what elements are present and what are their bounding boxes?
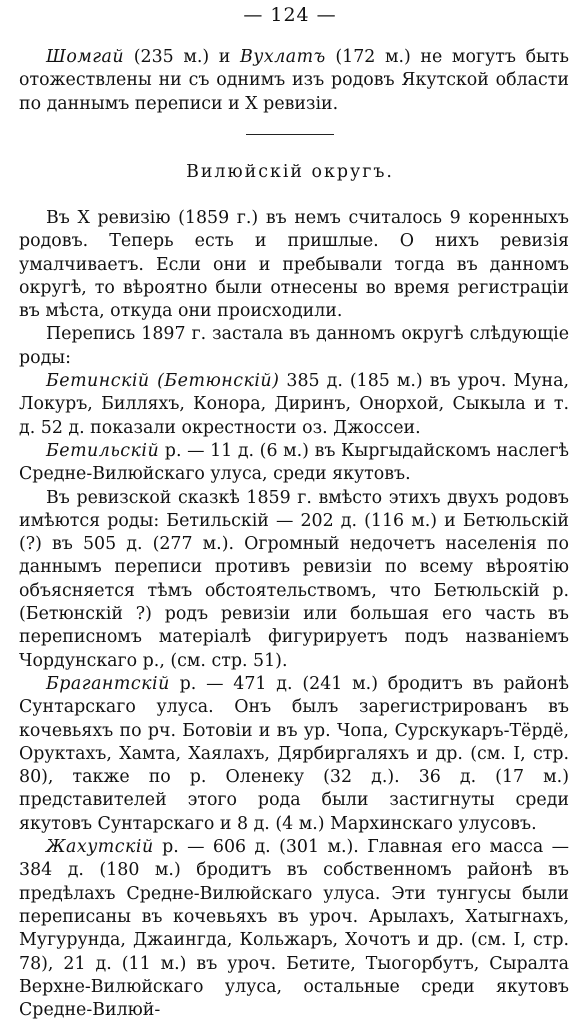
paragraph <box>19 440 569 487</box>
paragraph-text: 385 д. (185 м.) въ уроч. Муна, Локуръ, Билляхъ, Конора, Диринъ, Онорхой, Сыкыла и т. д. 52 д. показали окрестности оз. Джоссеи. <box>19 371 569 438</box>
paragraph-text: Въ X ревизію (1859 г.) въ немъ считалось 9 коренныхъ родовъ. Теперь есть и пришлые. О нихъ ревизія умалчиваетъ. Если они и пребывали тогда въ данномъ округѣ, то вѣроятно были отнесены во время регистраціи въ мѣста, откуда они происходили. <box>19 208 569 322</box>
paragraph-text: Перепись 1897 г. застала въ данномъ округѣ слѣдующіе роды: <box>19 324 569 368</box>
clan-name: Бетильскій <box>46 440 160 461</box>
intro-name-1: Шомгай <box>46 47 125 67</box>
section-heading: Вилюйскій округъ. <box>186 162 394 182</box>
paragraph <box>19 323 569 370</box>
paragraph <box>19 370 569 440</box>
intro-text-2: (172 м.) не могутъ быть отожествлены ни съ однимъ изъ родовъ Якутской области по даннымъ переписи и X ревизіи. <box>19 47 569 114</box>
paragraph <box>19 673 569 836</box>
clan-name: Брагантскій <box>46 673 170 694</box>
paragraph-text: р. — 471 д. (241 м.) бродитъ въ районѣ Сунтарскаго улуса. Онъ былъ зарегистрированъ въ кочевьяхъ по рч. Ботовіи и въ ур. Чопа, Сурскукаръ-Тёрдё, Оруктахъ, Хамта, Хаялахъ, Дярбиргаляхъ и др. (см. I, стр. 80), также по р. Оленеку (32 д.). 36 д. (17 м.) представителей этого рода были застигнуты среди якутовъ Сунтарскаго и 8 д. (4 м.) Мархинскаго улусовъ. <box>19 673 569 834</box>
paragraph-text: Въ ревизской сказкѣ 1859 г. вмѣсто этихъ двухъ родовъ имѣются роды: Бетильскій — 202 д. (116 м.) и Бетюльскій (?) въ 505 д. (277 м.). Огромный недочетъ населенія по даннымъ переписи противъ ревизіи по всему вѣроятію объясняется тѣмъ обстоятельствомъ, что Бетюльскій р. (Бетюнскій ?) родъ ревизіи или большая его часть въ переписномъ матеріалѣ фигурируетъ подъ названіемъ Чордунскаго р., (см. стр. 51). <box>19 487 569 671</box>
section-divider <box>0 134 580 135</box>
paragraph-text: р. — 606 д. (301 м.). Главная его масса — 384 д. (180 м.) бродитъ въ собственномъ районѣ въ предѣлахъ Средне-Вилюйскаго улуса. Эти тунгусы были переписаны въ кочевьяхъ въ уроч. Арылахъ, Хатыгнахъ, Мугурунда, Джаингда, Кольжаръ, Хочотъ и др. (см. I, стр. 78), 21 д. (11 м.) въ уроч. Бетите, Тыогорбутъ, Сыралта Верхне-Вилюйскаго улуса, остальные среди якутовъ Средне-Вилюй- <box>19 837 569 1021</box>
clan-name: Жахутскій <box>46 837 154 858</box>
section-body <box>19 207 569 1022</box>
intro-text-1: (235 м.) и <box>124 47 241 67</box>
clan-name: Бетинскій (Бетюнскій) <box>46 371 280 392</box>
page-number: — 124 — <box>243 4 337 26</box>
paragraph <box>19 207 569 323</box>
intro-name-2: Вухлатъ <box>240 47 326 67</box>
intro-paragraph <box>19 46 569 116</box>
paragraph <box>19 487 569 673</box>
paragraph-text: р. — 11 д. (6 м.) въ Кыргыдайскомъ наслегѣ Средне-Вилюйскаго улуса, среди якутовъ. <box>19 440 569 485</box>
paragraph <box>19 836 569 1022</box>
